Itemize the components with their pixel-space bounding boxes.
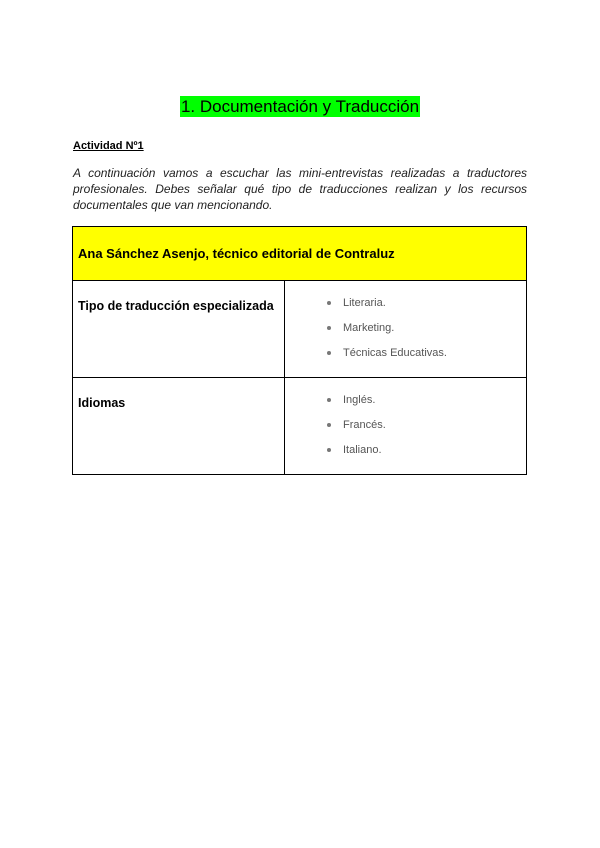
page-title-wrapper: [0, 96, 600, 117]
list-item: [327, 321, 526, 335]
list-item-text: Francés.: [343, 419, 386, 431]
list-item: [327, 418, 526, 432]
page-title: 1. Documentación y Traducción: [180, 97, 420, 116]
bullet-icon: [327, 423, 331, 427]
bullet-icon: [327, 448, 331, 452]
languages-list: [285, 393, 526, 457]
row-label-languages: Idiomas: [73, 378, 285, 475]
list-item-text: Inglés.: [343, 394, 376, 406]
row-label-translation-type: Tipo de traducción especializada: [73, 281, 285, 378]
table-header-cell: Ana Sánchez Asenjo, técnico editorial de Contraluz: [73, 227, 527, 281]
interview-table: [72, 226, 527, 475]
list-item-text: Técnicas Educativas.: [343, 347, 447, 359]
bullet-icon: [327, 301, 331, 305]
activity-label: Actividad Nº1: [73, 140, 144, 152]
intro-paragraph: A continuación vamos a escuchar las mini-entrevistas realizadas a traductores profesionales. Debes señalar qué tipo de traducciones realizan y los recursos documentales que van mencionando.: [73, 166, 527, 212]
list-item: [327, 393, 526, 407]
bullet-icon: [327, 398, 331, 402]
bullet-icon: [327, 326, 331, 330]
bullet-icon: [327, 351, 331, 355]
row-values-translation-type: [285, 281, 527, 378]
list-item: [327, 346, 526, 360]
table-row: [73, 378, 527, 475]
row-values-languages: [285, 378, 527, 475]
list-item-text: Marketing.: [343, 322, 395, 334]
list-item-text: Italiano.: [343, 444, 382, 456]
translation-type-list: [285, 296, 526, 360]
list-item: [327, 443, 526, 457]
table-header-row: [73, 227, 527, 281]
list-item: [327, 296, 526, 310]
table-row: [73, 281, 527, 378]
list-item-text: Literaria.: [343, 297, 386, 309]
